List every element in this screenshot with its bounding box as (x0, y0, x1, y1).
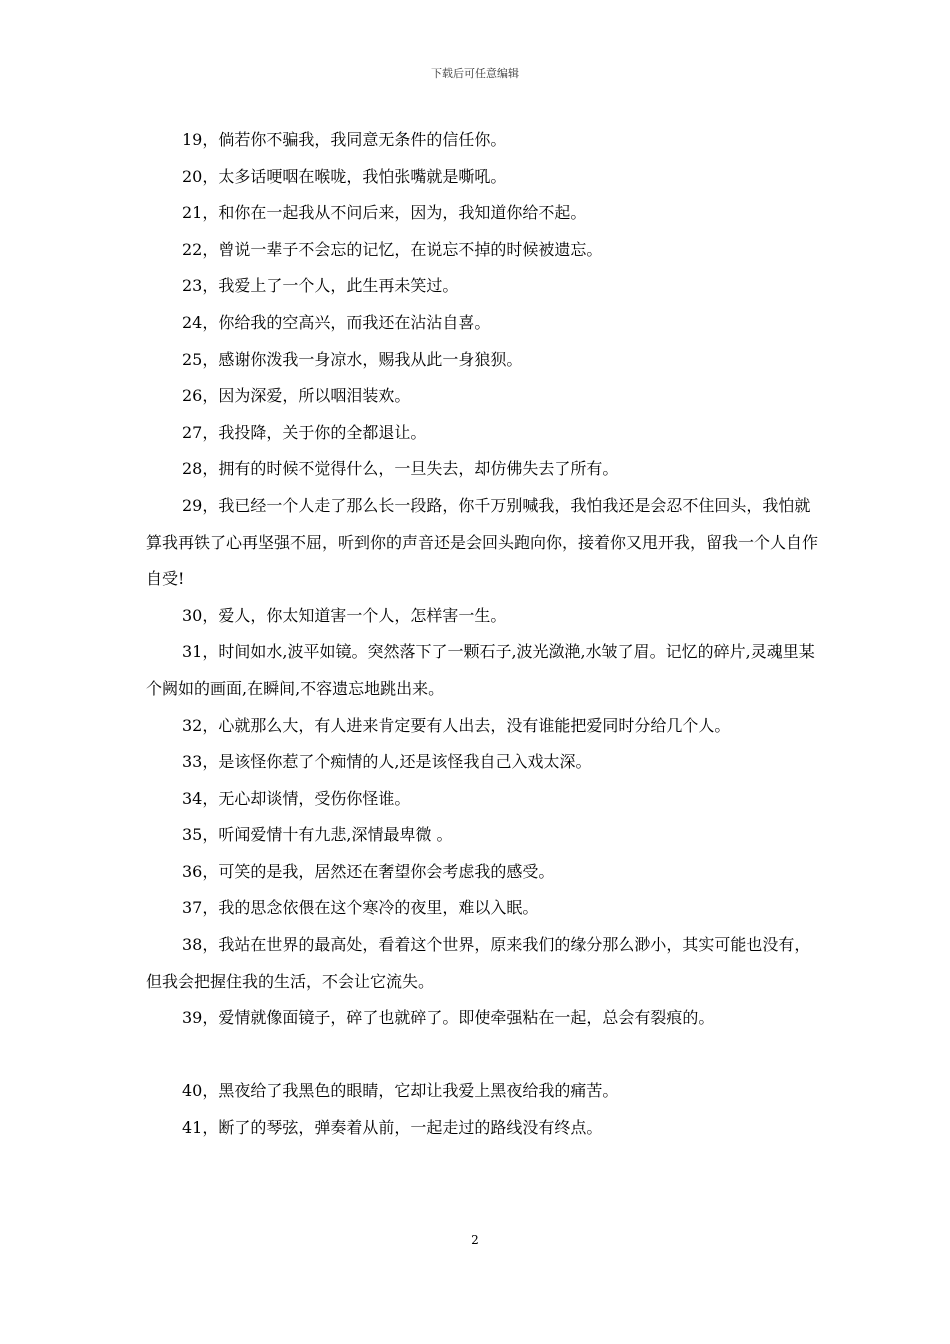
paragraph-27: 27，我投降，关于你的全都退让。 (182, 422, 427, 442)
page-header: 下载后可任意编辑 (431, 67, 519, 80)
paragraph-37: 37，我的思念依偎在这个寒冷的夜里，难以入眠。 (182, 898, 539, 918)
paragraph-20: 20，太多话哽咽在喉咙，我怕张嘴就是嘶吼。 (182, 166, 507, 186)
paragraph-41: 41，断了的琴弦，弹奏着从前，一起走过的路线没有终点。 (182, 1118, 603, 1138)
paragraph-34: 34，无心却谈情，受伤你怪谁。 (182, 788, 411, 808)
paragraph-21: 21，和你在一起我从不问后来，因为，我知道你给不起。 (182, 203, 587, 223)
paragraph-30: 30，爱人，你太知道害一个人，怎样害一生。 (182, 605, 507, 625)
blank-line (146, 1037, 822, 1074)
paragraph-40: 40，黑夜给了我黑色的眼睛，它却让我爱上黑夜给我的痛苦。 (182, 1081, 619, 1101)
page-body (146, 122, 822, 1147)
page-number: 2 (471, 1233, 479, 1247)
paragraph-35: 35，听闻爱情十有九悲,深情最卑微 。 (182, 825, 453, 845)
paragraph-36: 36，可笑的是我，居然还在奢望你会考虑我的感受。 (182, 861, 555, 881)
paragraph-25: 25，感谢你泼我一身凉水，赐我从此一身狼狈。 (182, 349, 523, 369)
paragraph-23: 23，我爱上了一个人，此生再未笑过。 (182, 276, 459, 296)
paragraph-39: 39，爱情就像面镜子，碎了也就碎了。即使牵强粘在一起，总会有裂痕的。 (182, 1008, 715, 1028)
paragraph-29: 29，我已经一个人走了那么长一段路，你千万别喊我，我怕我还是会忍不住回头，我怕就算我再铁了心再坚强不屈，听到你的声音还是会回头跑向你，接着你又甩开我，留我一个人自作自受! (146, 495, 819, 589)
paragraph-33: 33，是该怪你惹了个痴情的人,还是该怪我自己入戏太深。 (182, 752, 592, 772)
paragraph-22: 22，曾说一辈子不会忘的记忆，在说忘不掉的时候被遗忘。 (182, 239, 603, 259)
paragraph-28: 28，拥有的时候不觉得什么，一旦失去，却仿佛失去了所有。 (182, 459, 619, 479)
paragraph-38: 38，我站在世界的最高处，看着这个世界，原来我们的缘分那么渺小，其实可能也没有，但我会把握住我的生活，不会让它流失。 (146, 935, 811, 991)
paragraph-24: 24，你给我的空高兴，而我还在沾沾自喜。 (182, 312, 491, 332)
paragraph-19: 19，倘若你不骗我，我同意无条件的信任你。 (182, 130, 507, 149)
paragraph-26: 26，因为深爱，所以咽泪装欢。 (182, 386, 411, 406)
paragraph-32: 32，心就那么大，有人进来肯定要有人出去，没有谁能把爱同时分给几个人。 (182, 715, 731, 735)
paragraph-31: 31，时间如水,波平如镜。突然落下了一颗石子,波光潋滟,水皱了眉。记忆的碎片,灵魂里某个阙如的画面,在瞬间,不容遗忘地跳出来。 (146, 642, 815, 698)
